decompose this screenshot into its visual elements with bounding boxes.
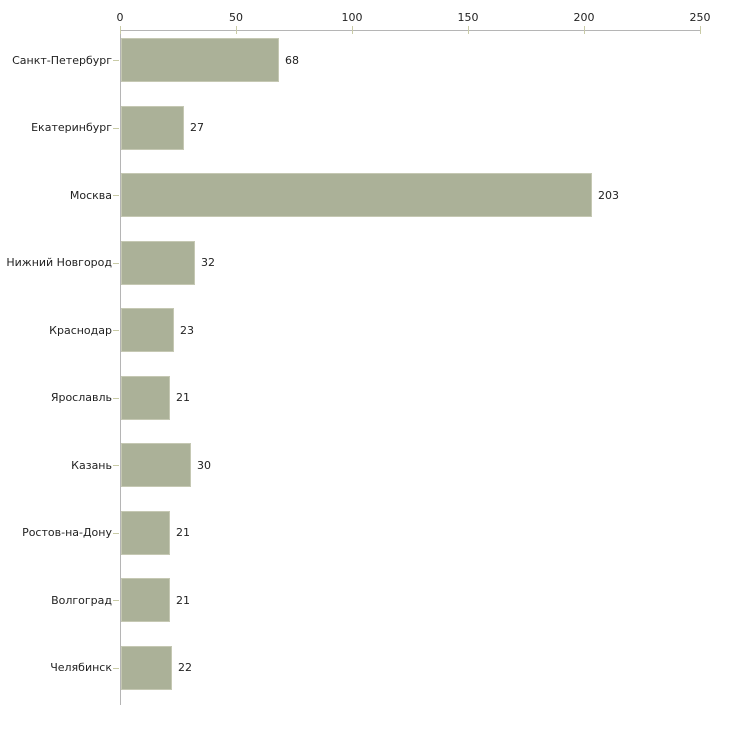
category-label: Нижний Новгород xyxy=(6,256,112,269)
bar-value-label: 21 xyxy=(176,391,190,404)
category-label: Краснодар xyxy=(49,323,112,337)
x-axis-tick-label: 150 xyxy=(457,11,479,24)
category-tick-mark xyxy=(113,465,119,466)
category-label: Ростов-на-Дону xyxy=(22,526,112,539)
x-axis-tick-mark xyxy=(468,26,469,34)
bar-value-label: 30 xyxy=(197,458,211,472)
x-axis-tick-mark xyxy=(352,26,353,34)
x-axis-tick-label: 0 xyxy=(116,11,124,24)
category-label: Ярославль xyxy=(50,391,112,404)
bar-value-label: 27 xyxy=(190,121,204,134)
bar xyxy=(121,646,172,690)
category-tick-mark xyxy=(113,668,119,669)
category-label: Волгоград xyxy=(51,593,112,607)
category-tick-mark xyxy=(113,263,119,264)
category-label: Санкт-Петербург xyxy=(12,53,112,67)
bar-value-label: 23 xyxy=(180,323,194,337)
category-label: Челябинск xyxy=(50,661,112,674)
category-tick-mark xyxy=(113,128,119,129)
category-label: Казань xyxy=(71,458,112,472)
bar-value-label: 22 xyxy=(178,661,192,674)
bar xyxy=(121,173,592,217)
bar xyxy=(121,511,170,555)
category-tick-mark xyxy=(113,398,119,399)
x-axis-tick-mark xyxy=(120,26,121,34)
category-tick-mark xyxy=(113,533,119,534)
category-tick-mark xyxy=(113,60,119,61)
bar xyxy=(121,38,279,82)
bar-value-label: 68 xyxy=(285,53,299,67)
category-label: Екатеринбург xyxy=(31,121,112,134)
x-axis-tick-mark xyxy=(236,26,237,34)
bar xyxy=(121,308,174,352)
category-tick-mark xyxy=(113,600,119,601)
bar xyxy=(121,578,170,622)
x-axis-tick-mark xyxy=(584,26,585,34)
category-tick-mark xyxy=(113,330,119,331)
bar-value-label: 21 xyxy=(176,526,190,539)
bar-value-label: 203 xyxy=(598,188,619,202)
x-axis-tick-label: 100 xyxy=(341,11,363,24)
x-axis-tick-label: 50 xyxy=(229,11,243,24)
category-label: Москва xyxy=(69,188,112,202)
bar xyxy=(121,106,184,150)
bar-value-label: 32 xyxy=(201,256,215,269)
x-axis-tick-label: 200 xyxy=(573,11,595,24)
bar-value-label: 21 xyxy=(176,593,190,607)
bar xyxy=(121,241,195,285)
x-axis-tick-label: 250 xyxy=(689,11,711,24)
x-axis-line xyxy=(120,30,701,31)
x-axis-tick-mark xyxy=(700,26,701,34)
category-tick-mark xyxy=(113,195,119,196)
bar xyxy=(121,443,191,487)
bar xyxy=(121,376,170,420)
